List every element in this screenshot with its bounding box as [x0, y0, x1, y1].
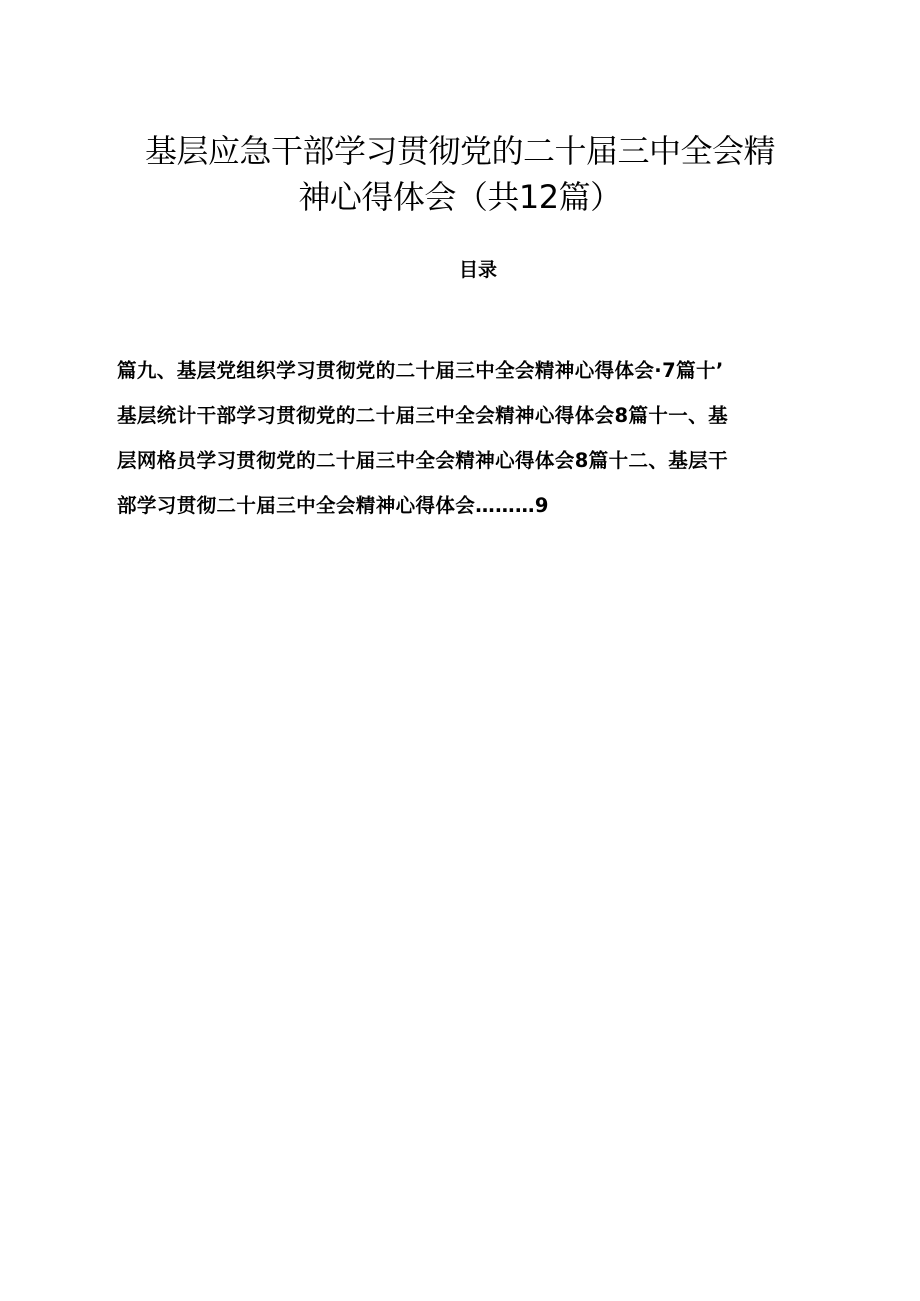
toc-heading: 目录	[458, 259, 497, 281]
table-of-contents	[117, 348, 837, 528]
toc-line: 部学习贯彻二十届三中全会精神心得体会………9	[117, 494, 549, 517]
toc-line: 篇九、基层党组织学习贯彻党的二十届三中全会精神心得体会·7篇十’	[117, 359, 724, 382]
toc-line: 层网格员学习贯彻党的二十届三中全会精神心得体会8篇十二、基层干	[117, 449, 728, 472]
document-title-line: 基层应急干部学习贯彻党的二十届三中全会精	[144, 132, 775, 170]
document-title-line: 神心得体会（共12篇）	[298, 178, 622, 216]
toc-line: 基层统计干部学习贯彻党的二十届三中全会精神心得体会8篇十一、基	[117, 404, 728, 427]
document-title	[100, 128, 820, 220]
